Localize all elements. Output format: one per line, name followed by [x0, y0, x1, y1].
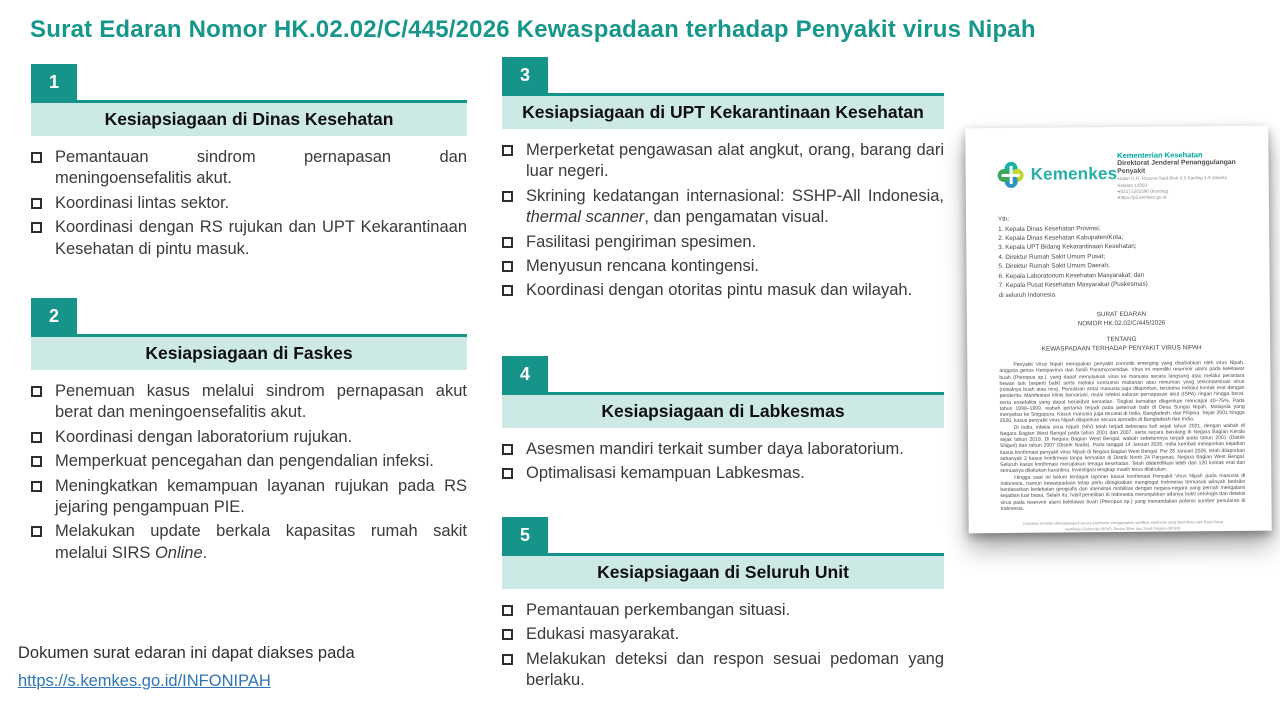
bullet-text: Melakukan update berkala kapasitas rumah sakit melalui SIRS Online. — [55, 522, 467, 562]
doc-heading-2: NOMOR HK.02.02/C/445/2026 — [1077, 319, 1166, 328]
recipient-line: 7. Kepala Pusat Kesehatan Masyarakat (Puskesmas) — [998, 280, 1148, 290]
ministry-name: Kementerian Kesehatan — [1117, 150, 1203, 161]
address-line: ▪ https://p2.kemkes.go.id — [1117, 194, 1242, 201]
checkbox-bullet-icon — [502, 444, 513, 455]
address-line: ▪ Jalan H.R. Rasuna Said Blok X.5 Kavling 4-9 Jakarta Selatan 12950 — [1117, 175, 1242, 188]
bullet-item — [502, 600, 944, 621]
section — [31, 298, 467, 567]
checkbox-bullet-icon — [502, 468, 513, 479]
checkbox-bullet-icon — [502, 145, 513, 156]
recipient-line: 4. Direktur Rumah Sakit Umum Pusat; — [998, 252, 1106, 261]
section-bullets — [502, 140, 944, 302]
section-title: Kesiapsiagaan di Faskes — [31, 337, 467, 370]
bullet-item — [502, 140, 944, 183]
footer — [18, 644, 355, 691]
bullet-item — [502, 186, 944, 229]
checkbox-bullet-icon — [502, 237, 513, 248]
section — [502, 517, 944, 695]
address-line: ▪ (021) 5201590 (hunting) — [1117, 188, 1242, 195]
kemenkes-logo-text: Kemenkes — [1030, 164, 1118, 184]
section-number-badge: 3 — [502, 57, 548, 93]
bullet-text: Koordinasi dengan RS rujukan dan UPT Kekarantinaan Kesehatan di pintu masuk. — [55, 218, 467, 258]
recipient-list — [998, 213, 1244, 300]
recipient-line: di seluruh Indonesia — [998, 291, 1056, 299]
recipient-line: 2. Kepala Dinas Kesehatan Kabupaten/Kota; — [998, 233, 1124, 242]
bullet-text: Melakukan deteksi dan respon sesuai pedoman yang berlaku. — [526, 649, 944, 690]
bullet-item — [502, 280, 944, 301]
section-bullets — [502, 439, 944, 485]
bullet-item — [31, 427, 467, 448]
bullet-item — [31, 147, 467, 190]
kemenkes-logo — [998, 161, 1118, 188]
left-column — [31, 0, 467, 720]
checkbox-bullet-icon — [31, 456, 42, 467]
bullet-item — [502, 256, 944, 277]
bullet-item — [31, 381, 467, 424]
recipient-line: 6. Kepala Laboratorium Kesehatan Masyarakat; dan — [998, 271, 1145, 280]
section-title: Kesiapsiagaan di UPT Kekarantinaan Kesehatan — [502, 96, 944, 129]
bullet-text: Penemuan kasus melalui sindrom pernapasan akut berat dan meningoensefalitis akut. — [55, 381, 467, 422]
checkbox-bullet-icon — [31, 152, 42, 163]
recipient-line: 5. Direktur Rumah Sakit Umum Daerah; — [998, 262, 1110, 271]
document-paragraph: Hingga saat ini belum terdapat laporan kasus konfirmasi Penyakit Virus Nipah pada manusia di Indonesia, namun kewaspadaan tetap perlu ditingkatkan mengingat Indonesia termasuk wilayah berisiko berdasarkan kedekatan geografis dan intensitas mobilitas dengan negara-negara yang pernah mengalami kejadian luar biasa. Selain itu, hasil penelitian di Indonesia menunjukkan adanya bukti serologis dan deteksi virus pada reservoir alami kelelawar buah (Pteropus sp.) yang menandakan potensi sumber penularan di Indonesia. — [1000, 472, 1246, 512]
bullet-text: Menyusun rencana kontingensi. — [526, 256, 759, 275]
page-title: Surat Edaran Nomor HK.02.02/C/445/2026 Kewaspadaan terhadap Penyakit virus Nipah — [30, 16, 1036, 43]
checkbox-bullet-icon — [502, 654, 513, 665]
checkbox-bullet-icon — [502, 605, 513, 616]
bullet-text: Meningkatkan kemampuan layanan rujukan pada RS jejaring pengampuan PIE. — [55, 476, 467, 516]
checkbox-bullet-icon — [31, 386, 42, 397]
document-paragraph: Penyakit Virus Nipah merupakan penyakit zoonotik emerging yang disebabkan oleh virus Nipah, anggota genus Henipavirus dan famili Paramyxoviridae. Virus ini memiliki reservoir alami pada kelelawar buah (Pteropus sp.), yang dapat menularkan virus ke manusia secara langsung atau melalui perantara hewan lain (seperti babi) serta melalui konsumsi makanan atau minuman yang terkontaminasi virus (misalnya buah atau nira). Penularan antar manusia juga dilaporkan, terutama melalui kontak erat dengan penderita. Manifestasi klinis bervariasi, mulai infeksi saluran pernapasan akut (ISPA) ringan hingga berat, serta ensefalitis yang dapat berakibat kematian. Tingkat kematian dilaporkan mencapai 40–75%. Pada tahun 1998–1999, wabah pertama terjadi pada peternak babi di Desa Sungai Nipah, Malaysia yang menyebar ke Singapura. Kasus manusia juga tercatat di India, Bangladesh, dan Filipina. Sejak 2001 hingga 2026, kasus penyakit virus Nipah dilaporkan secara sporadis di Bangladesh dan India. — [999, 360, 1245, 425]
bullet-item — [31, 451, 467, 472]
bullet-item — [502, 232, 944, 253]
doc-heading-3: TENTANG — [1106, 335, 1137, 343]
doc-heading-1: SURAT EDARAN — [1096, 310, 1147, 319]
bullet-item — [502, 649, 944, 692]
bullet-text: Edukasi masyarakat. — [526, 625, 680, 644]
bullet-text: Optimalisasi kemampuan Labkesmas. — [526, 464, 805, 483]
footer-link[interactable]: https://s.kemkes.go.id/INFONIPAH — [18, 672, 271, 690]
recipient-line: 1. Kepala Dinas Kesehatan Provinsi; — [998, 224, 1101, 233]
letterhead — [997, 150, 1242, 202]
directorate-name: Direktorat Jenderal Penanggulangan Penyakit — [1117, 158, 1236, 176]
footer-text: Dokumen surat edaran ini dapat diakses pada — [18, 644, 355, 662]
bullet-text: Koordinasi dengan otoritas pintu masuk dan wilayah. — [526, 281, 913, 300]
section-title: Kesiapsiagaan di Dinas Kesehatan — [31, 103, 467, 136]
bullet-item — [502, 439, 944, 460]
section-number-badge: 1 — [31, 64, 77, 100]
section — [502, 57, 944, 305]
letterhead-address — [1117, 175, 1243, 201]
bullet-item — [31, 193, 467, 214]
bullet-item — [502, 463, 944, 484]
recipient-line: 3. Kepala UPT Bidang Kekarantinaan Kesehatan; — [998, 243, 1137, 252]
section-number-badge: 2 — [31, 298, 77, 334]
right-column — [502, 0, 944, 720]
bullet-item — [31, 476, 467, 519]
bullet-text: Skrining kedatangan internasional: SSHP-All Indonesia, thermal scanner, dan pengamatan visual. — [526, 186, 944, 227]
section-number-badge: 5 — [502, 517, 548, 553]
checkbox-bullet-icon — [31, 222, 42, 233]
checkbox-bullet-icon — [31, 526, 42, 537]
section-bullets — [31, 381, 467, 565]
document-paragraph: Di India, infeksi virus Nipah (NiV) telah terjadi beberapa kali sejak tahun 2001, dengan wabah di Negara Bagian West Bengal pada tahun 2001 dan 2007, serta secara berulang di Negara Bagian Kerala sejak tahun 2018. Di Negara Bagian West Bengal, wabah sebelumnya terjadi pada tahun 2001 (Distrik Siliguri) dan tahun 2007 (Distrik Nadia). Pada tanggal 14 Januari 2026, India kembali melaporkan kejadian kasus konfirmasi penyakit virus Nipah di Negara Bagian West Bengal. Per 26 Januari 2026, telah dilaporkan sebanyak 2 kasus konfirmasi tanpa kematian di Distrik North 24 Parganas, Negara Bagian West Bengal. Seluruh kasus konfirmasi merupakan tenaga kesehatan. Telah diidentifikasi lebih dari 120 kontak erat dan semuanya dilakukan karantina. Investigasi lengkap masih terus dilakukan. — [999, 422, 1246, 475]
section-bullets — [31, 147, 467, 260]
bullet-text: Pemantauan perkembangan situasi. — [526, 600, 791, 619]
checkbox-bullet-icon — [502, 285, 513, 296]
section-title: Kesiapsiagaan di Seluruh Unit — [502, 556, 944, 589]
letterhead-info — [1117, 150, 1243, 201]
bullet-item — [31, 521, 467, 564]
signature-note: Dokumen ini telah ditandatangani secara elektronik menggunakan sertifikat elektronik yang diterbitkan oleh Balai Besar Sertifikasi Elektronik (BSrE), Badan Siber dan Sandi Negara (BSSN). — [1023, 520, 1224, 532]
section-bullets — [502, 600, 944, 692]
document-preview — [965, 126, 1272, 534]
section-number-badge: 4 — [502, 356, 548, 392]
checkbox-bullet-icon — [31, 481, 42, 492]
bullet-item — [31, 217, 467, 260]
bullet-text: Koordinasi dengan laboratorium rujukan. — [55, 427, 353, 446]
section-title: Kesiapsiagaan di Labkesmas — [502, 395, 944, 428]
bullet-text: Pemantauan sindrom pernapasan dan meningoensefalitis akut. — [55, 147, 467, 188]
checkbox-bullet-icon — [502, 629, 513, 640]
section — [31, 64, 467, 263]
document-headings — [999, 309, 1244, 354]
bullet-text: Asesmen mandiri terkait sumber daya laboratorium. — [526, 439, 904, 458]
bullet-text: Koordinasi lintas sektor. — [55, 193, 230, 212]
checkbox-bullet-icon — [502, 191, 513, 202]
bullet-text: Merperketat pengawasan alat angkut, orang, barang dari luar negeri. — [526, 140, 944, 181]
section — [502, 356, 944, 488]
kemenkes-flower-icon — [998, 162, 1024, 188]
doc-heading-4: KEWASPADAAN TERHADAP PENYAKIT VIRUS NIPAH — [1041, 344, 1202, 353]
bullet-text: Memperkuat pencegahan dan pengendalian infeksi. — [55, 452, 434, 471]
checkbox-bullet-icon — [31, 198, 42, 209]
recipient-label: Yth: — [998, 216, 1010, 224]
checkbox-bullet-icon — [31, 432, 42, 443]
bullet-text: Fasilitasi pengiriman spesimen. — [526, 232, 757, 251]
checkbox-bullet-icon — [502, 261, 513, 272]
document-body — [999, 360, 1245, 512]
bullet-item — [502, 624, 944, 645]
